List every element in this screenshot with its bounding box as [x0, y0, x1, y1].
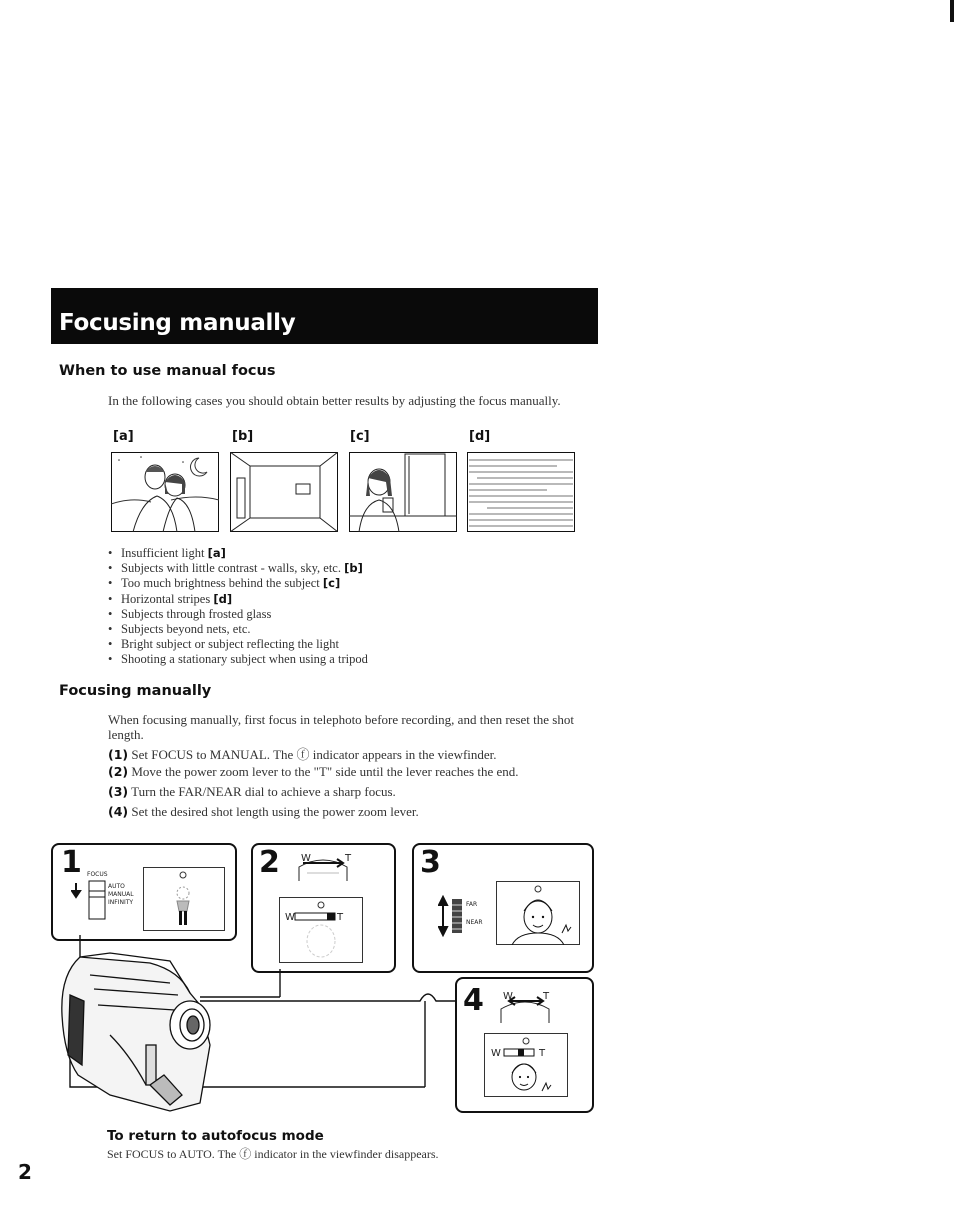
- zoom-w-label: W: [301, 853, 311, 864]
- autofocus-text: Set FOCUS to AUTO. The ⓕ indicator in the viewfinder disappears.: [107, 1147, 439, 1161]
- focus-option-manual: MANUAL: [108, 891, 134, 898]
- edge-mark: [950, 0, 954, 22]
- page-title: Focusing manually: [59, 310, 296, 336]
- list-item: • Too much brightness behind the subject [c]: [108, 576, 528, 591]
- section-heading-autofocus: To return to autofocus mode: [107, 1128, 324, 1144]
- list-item: • Subjects through frosted glass: [108, 607, 528, 622]
- zoom-w-label: W: [491, 1048, 501, 1059]
- viewfinder-image: [484, 1033, 568, 1097]
- section-heading-when: When to use manual focus: [59, 363, 276, 379]
- illustration-stripes: [467, 452, 575, 532]
- step-4: (4) Set the desired shot length using the power zoom lever.: [108, 804, 419, 819]
- panel-number: 1: [61, 845, 82, 880]
- image-label-a: [a]: [113, 429, 134, 444]
- image-label-d: [d]: [469, 429, 491, 444]
- section-heading-focus: Focusing manually: [59, 683, 212, 699]
- focus-option-infinity: INFINITY: [108, 899, 134, 906]
- zoom-t-label: T: [543, 991, 550, 1002]
- page-number: 2: [18, 1160, 32, 1184]
- dial-near-label: NEAR: [466, 919, 483, 926]
- zoom-w-label: W: [285, 912, 295, 923]
- panel-number: 3: [420, 845, 441, 880]
- figure-panel-4: [455, 977, 594, 1113]
- focus-option-auto: AUTO: [108, 883, 125, 890]
- focus-switch-title: FOCUS: [87, 871, 108, 878]
- when-intro: In the following cases you should obtain better results by adjusting the focus manually.: [108, 393, 561, 408]
- illustration-backlight: [349, 452, 457, 532]
- list-item: • Horizontal stripes [d]: [108, 592, 528, 607]
- image-label-b: [b]: [232, 429, 254, 444]
- step-2: (2) Move the power zoom lever to the "T" side until the lever reaches the end.: [108, 764, 519, 779]
- panel-number: 2: [259, 845, 280, 880]
- image-label-c: [c]: [350, 429, 370, 444]
- viewfinder-image: [143, 867, 225, 931]
- list-item: • Subjects beyond nets, etc.: [108, 622, 528, 637]
- figure-panel-1: [51, 843, 237, 941]
- zoom-w-label: W: [503, 991, 513, 1002]
- camcorder-illustration: [50, 935, 460, 1115]
- step-3: (3) Turn the FAR/NEAR dial to achieve a sharp focus.: [108, 784, 396, 799]
- list-item: • Shooting a stationary subject when using a tripod: [108, 652, 528, 667]
- zoom-t-label: T: [345, 853, 352, 864]
- panel-number: 4: [463, 983, 484, 1018]
- list-item: • Bright subject or subject reflecting the light: [108, 637, 528, 652]
- zoom-t-label: T: [337, 912, 344, 923]
- manual-focus-cases: [108, 546, 528, 668]
- focus-switch-icon: [71, 879, 111, 921]
- list-item: • Subjects with little contrast - walls, sky, etc. [b]: [108, 561, 528, 576]
- far-near-dial-icon: [438, 895, 464, 937]
- illustration-plain-wall: [230, 452, 338, 532]
- focus-intro: When focusing manually, first focus in telephoto before recording, and then reset the shot length.: [108, 712, 574, 742]
- list-item: • Insufficient light [a]: [108, 546, 528, 561]
- dial-far-label: FAR: [466, 901, 478, 908]
- title-bar: [51, 288, 598, 344]
- illustration-low-light: [111, 452, 219, 532]
- step-1: (1) Set FOCUS to MANUAL. The ⓕ indicator appears in the viewfinder.: [108, 747, 497, 762]
- viewfinder-image: [496, 881, 580, 945]
- zoom-t-label: T: [539, 1048, 546, 1059]
